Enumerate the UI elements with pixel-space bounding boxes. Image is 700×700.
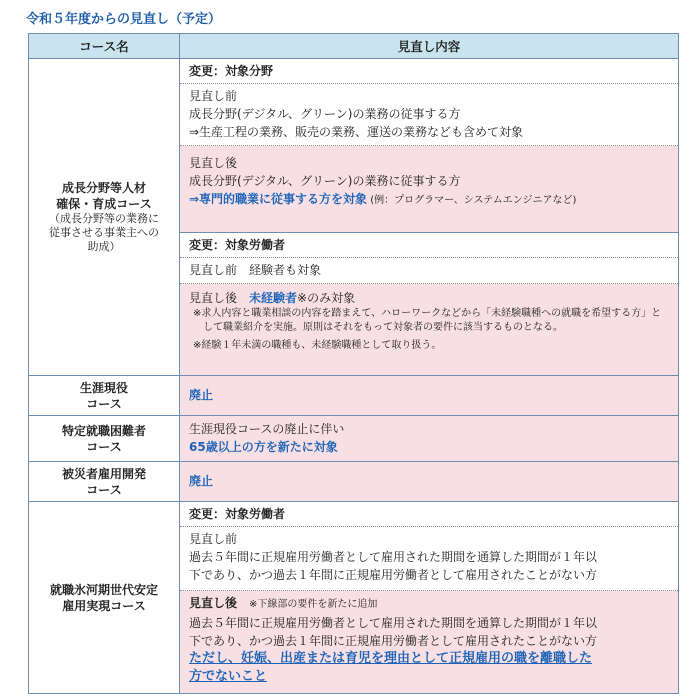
- after-block: [180, 146, 678, 232]
- after-line: 過去５年間に正規雇用労働者として雇用された期間を通算した期間が１年以: [189, 616, 598, 630]
- revision-table: [28, 33, 679, 694]
- page-title: 令和５年度からの見直し（予定）: [26, 12, 222, 27]
- specific-block: [180, 417, 678, 460]
- new-requirement-text: ただし、妊娠、出産または育児を理由として正規雇用の職を離職した: [189, 651, 593, 666]
- after-label: 見直し後: [189, 596, 238, 610]
- table-row-lifetime: [29, 376, 679, 416]
- table-row-growth: [29, 59, 679, 376]
- header-content: 見直し内容: [180, 34, 679, 59]
- content-growth: [180, 59, 679, 376]
- before-line: ⇒生産工程の業務、販売の業務、運送の業務なども含めて対象: [189, 125, 524, 139]
- highlight-text: 未経験者: [249, 291, 298, 305]
- course-name-iceage: [29, 502, 180, 694]
- new-requirement-text: 方でないこと: [189, 669, 268, 684]
- after-label: 見直し後: [189, 156, 238, 170]
- after-block: [180, 591, 678, 693]
- after-label-line: [189, 594, 670, 614]
- course-name-line: 被災者雇用開発: [61, 466, 146, 481]
- course-name-line: 就職氷河期世代安定: [49, 582, 158, 597]
- course-name-line: コース: [86, 439, 122, 454]
- course-name-specific: [29, 416, 180, 462]
- after-note: ※下線部の要件を新たに追加: [249, 599, 378, 610]
- content-specific: [180, 416, 679, 462]
- abolished-text: 廃止: [180, 383, 678, 408]
- course-name-growth: [29, 59, 180, 376]
- after-block-workers: [180, 284, 678, 375]
- highlight-text: ⇒専門的職業に従事する方を対象: [189, 192, 368, 206]
- header-course-name: コース名: [29, 34, 180, 59]
- course-subtitle-line: 助成）: [87, 240, 121, 253]
- after-line: [189, 289, 670, 307]
- footnote: ※経験１年未満の職種も、未経験職種として取り扱う。: [193, 340, 442, 351]
- course-name-line: 確保・育成コース: [56, 197, 152, 211]
- change-header-workers: 変更：対象労働者: [180, 232, 678, 258]
- content-disaster: [180, 462, 679, 502]
- course-subtitle-line: （成長分野等の業務に: [49, 212, 159, 225]
- after-label: 見直し後: [189, 291, 250, 305]
- table-row-disaster: [29, 462, 679, 502]
- before-block: [180, 527, 678, 591]
- course-name-line: コース: [86, 396, 122, 411]
- example-text: (例：プログラマー、システムエンジニアなど): [367, 195, 577, 206]
- change-header-workers: 変更：対象労働者: [180, 502, 678, 527]
- content-iceage: [180, 502, 679, 694]
- table-row-iceage: [29, 502, 679, 694]
- footnote: ※求人内容と職業相談の内容を踏まえて、ハローワークなどから「未経験職種への就職を希望する方」として職業紹介を実施。原則はそれをもって対象者の要件に該当するものとなる。: [193, 308, 662, 333]
- course-name-line: 成長分野等人材: [61, 181, 146, 195]
- content-line: 生涯現役コースの廃止に伴い: [189, 422, 345, 436]
- after-line: [189, 190, 670, 210]
- before-label: 見直し前: [189, 532, 238, 546]
- course-name-line: 雇用実現コース: [62, 598, 146, 613]
- before-block-workers: 見直し前 経験者も対象: [180, 258, 678, 284]
- change-header-field: 変更：対象分野: [180, 59, 678, 84]
- course-name-lifetime: [29, 376, 180, 416]
- before-line: 成長分野(デジタル、グリーン)の業務の従事する方: [189, 107, 461, 121]
- table-header-row: [29, 34, 679, 59]
- after-suffix: ※のみ対象: [297, 291, 356, 305]
- after-line: 成長分野(デジタル、グリーン)の業務に従事する方: [189, 174, 461, 188]
- before-line: 下であり、かつ過去１年間に正規雇用労働者として雇用されたことがない方: [189, 568, 598, 582]
- abolished-text: 廃止: [180, 469, 678, 494]
- course-name-line: 特定就職困難者: [61, 423, 146, 438]
- course-subtitle-line: 従事させる事業主への: [49, 226, 159, 239]
- content-lifetime: [180, 376, 679, 416]
- table-row-specific: [29, 416, 679, 462]
- highlight-text: 65歳以上の方を新たに対象: [189, 440, 338, 454]
- before-label: 見直し前: [189, 89, 238, 103]
- before-line: 過去５年間に正規雇用労働者として雇用された期間を通算した期間が１年以: [189, 550, 598, 564]
- after-line: 下であり、かつ過去１年間に正規雇用労働者として雇用されたことがない方: [189, 634, 598, 648]
- course-name-disaster: [29, 462, 180, 502]
- before-block: [180, 84, 678, 146]
- course-name-line: コース: [86, 482, 122, 497]
- course-name-line: 生涯現役: [79, 380, 128, 395]
